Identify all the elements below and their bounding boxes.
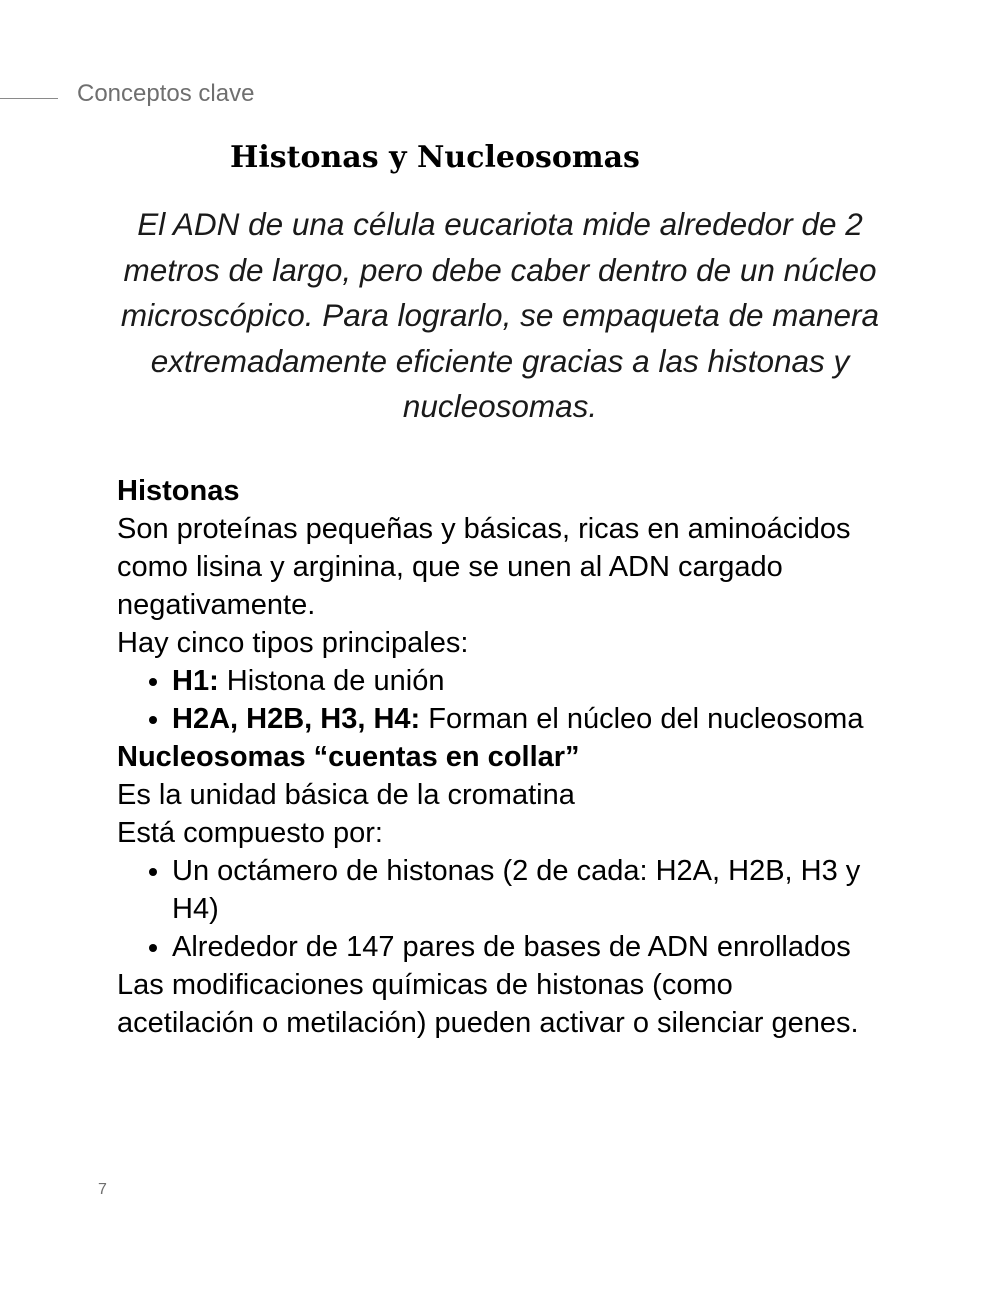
list-item: • Un octámero de histonas (2 de cada: H2A, H2B, H3 y H4) bbox=[172, 852, 877, 928]
list-item bbox=[172, 662, 877, 700]
section-label: Conceptos clave bbox=[77, 80, 255, 107]
intro-paragraph: El ADN de una célula eucariota mide alrededor de 2 metros de largo, pero debe caber dentro de un núcleo microscópico. Para lograrlo, se empaqueta de manera extremadamente eficiente gracias a las histonas y nucleosomas. bbox=[120, 206, 880, 424]
histonas-types-intro: Hay cinco tipos principales: bbox=[117, 627, 469, 659]
nucleosomas-heading: Nucleosomas “cuentas en collar” bbox=[117, 741, 580, 773]
page-number: 7 bbox=[98, 1181, 107, 1198]
histonas-description: Son proteínas pequeñas y básicas, ricas en aminoácidos como lisina y arginina, que se unen al ADN cargado negativamente. bbox=[117, 513, 851, 621]
histone-type-text: Forman el núcleo del nucleosoma bbox=[420, 703, 864, 735]
header-rule-line bbox=[0, 98, 58, 99]
list-item: • Alrededor de 147 pares de bases de ADN enrollados bbox=[172, 928, 877, 966]
main-content bbox=[117, 472, 877, 1042]
histone-type-term: H2A, H2B, H3, H4: bbox=[172, 703, 421, 735]
nucleosomas-closing: Las modificaciones químicas de histonas (como acetilación o metilación) pueden activar o silenciar genes. bbox=[117, 969, 859, 1039]
nucleosome-components-list bbox=[117, 852, 877, 966]
histonas-heading: Histonas bbox=[117, 475, 240, 507]
histone-type-text: Histona de unión bbox=[218, 665, 445, 697]
nucleosomas-composition-intro: Está compuesto por: bbox=[117, 817, 383, 849]
list-item bbox=[172, 700, 877, 738]
page-title: Histonas y Nucleosomas bbox=[230, 140, 640, 175]
histone-types-list bbox=[117, 662, 877, 738]
histone-type-term: H1: bbox=[172, 665, 219, 697]
nucleosomas-description: Es la unidad básica de la cromatina bbox=[117, 779, 575, 811]
